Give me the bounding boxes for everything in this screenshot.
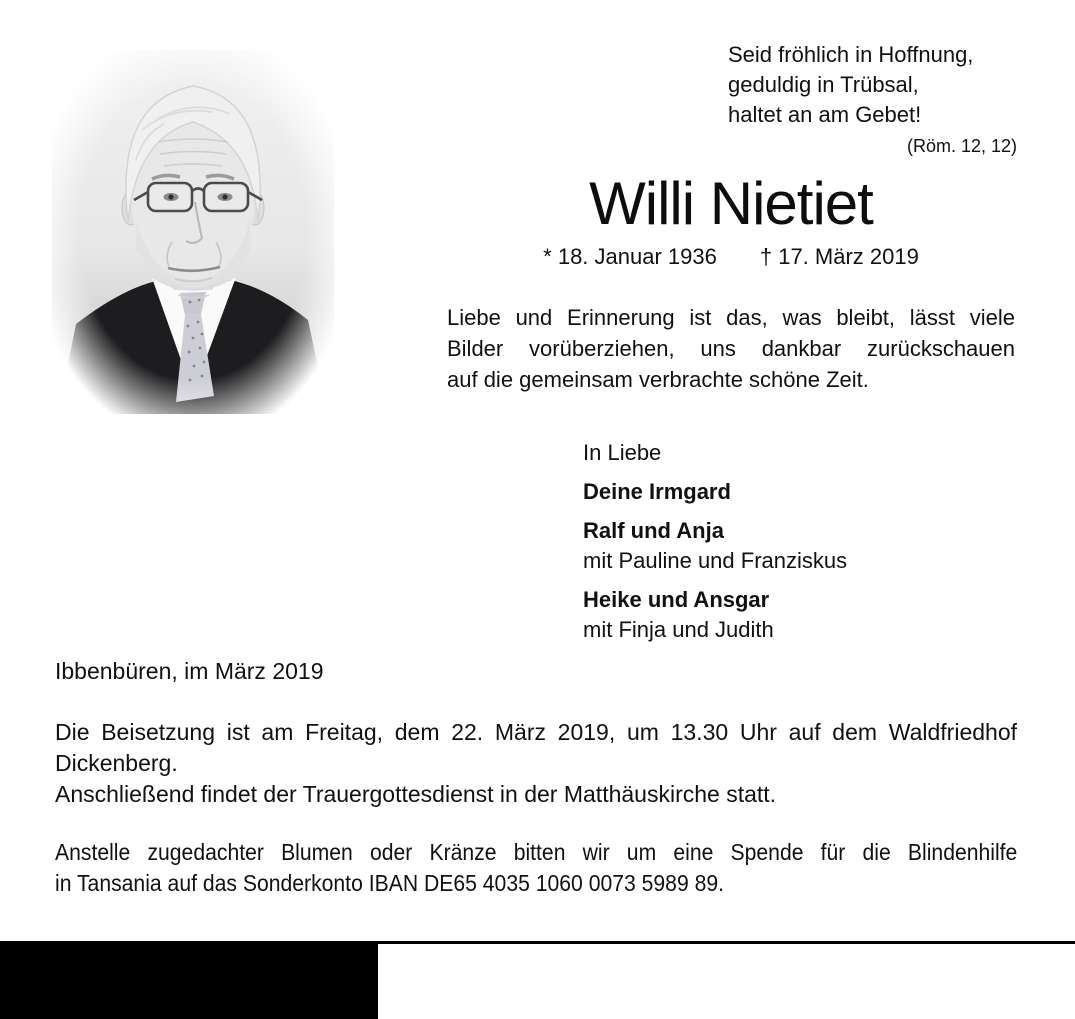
bible-quote (728, 40, 1017, 159)
mourner-children: mit Finja und Judith (583, 617, 774, 642)
birth-date: * 18. Januar 1936 (543, 244, 717, 269)
mourner-names: Deine Irmgard (583, 479, 731, 504)
mourners-list (583, 438, 847, 645)
funeral-details (55, 717, 1017, 810)
memorial-line: auf die gemeinsam verbrachte schöne Zeit. (447, 367, 869, 392)
mourner-entry (583, 516, 847, 576)
donation-line: Anstelle zugedachter Blumen oder Kränze bitten wir um eine Spende für die Blindenhilfe (55, 839, 1018, 865)
mourner-names: Heike und Ansgar (583, 587, 770, 612)
life-dates (447, 242, 1015, 272)
portrait-photo-graphic (52, 50, 334, 414)
death-date: † 17. März 2019 (759, 244, 919, 269)
mourners-intro: In Liebe (583, 440, 662, 465)
mourner-entry (583, 585, 847, 645)
memorial-line: Liebe und Erinnerung ist das, was bleibt, lässt viele (447, 305, 1015, 330)
donation-request (55, 837, 1017, 899)
memorial-text (447, 302, 1015, 395)
bible-quote-line: Seid fröhlich in Hoffnung, (728, 42, 974, 67)
bible-citation: (Röm. 12, 12) (906, 136, 1017, 156)
donation-line: in Tansania auf das Sonderkonto IBAN DE65 4035 1060 0073 5989 89. (55, 870, 725, 896)
funeral-line: Die Beisetzung ist am Freitag, dem 22. März 2019, um 13.30 Uhr auf dem Waldfriedhof (55, 719, 1017, 745)
mourner-names: Ralf und Anja (583, 518, 724, 543)
redaction-block (0, 941, 378, 1019)
funeral-line: Dickenberg. (55, 750, 178, 776)
bible-quote-line: geduldig in Trübsal, (728, 72, 919, 97)
mourner-children: mit Pauline und Franziskus (583, 548, 848, 573)
deceased-name: Willi Nietiet (589, 170, 873, 237)
memorial-line: Bilder vorüberziehen, uns dankbar zurückschauen (447, 336, 1015, 361)
place-date: Ibbenbüren, im März 2019 (55, 658, 324, 684)
bible-quote-line: haltet an am Gebet! (728, 102, 922, 127)
portrait-photo (52, 50, 334, 414)
mourner-entry (583, 477, 847, 507)
funeral-line: Anschließend findet der Trauergottesdienst in der Matthäuskirche statt. (55, 781, 777, 807)
